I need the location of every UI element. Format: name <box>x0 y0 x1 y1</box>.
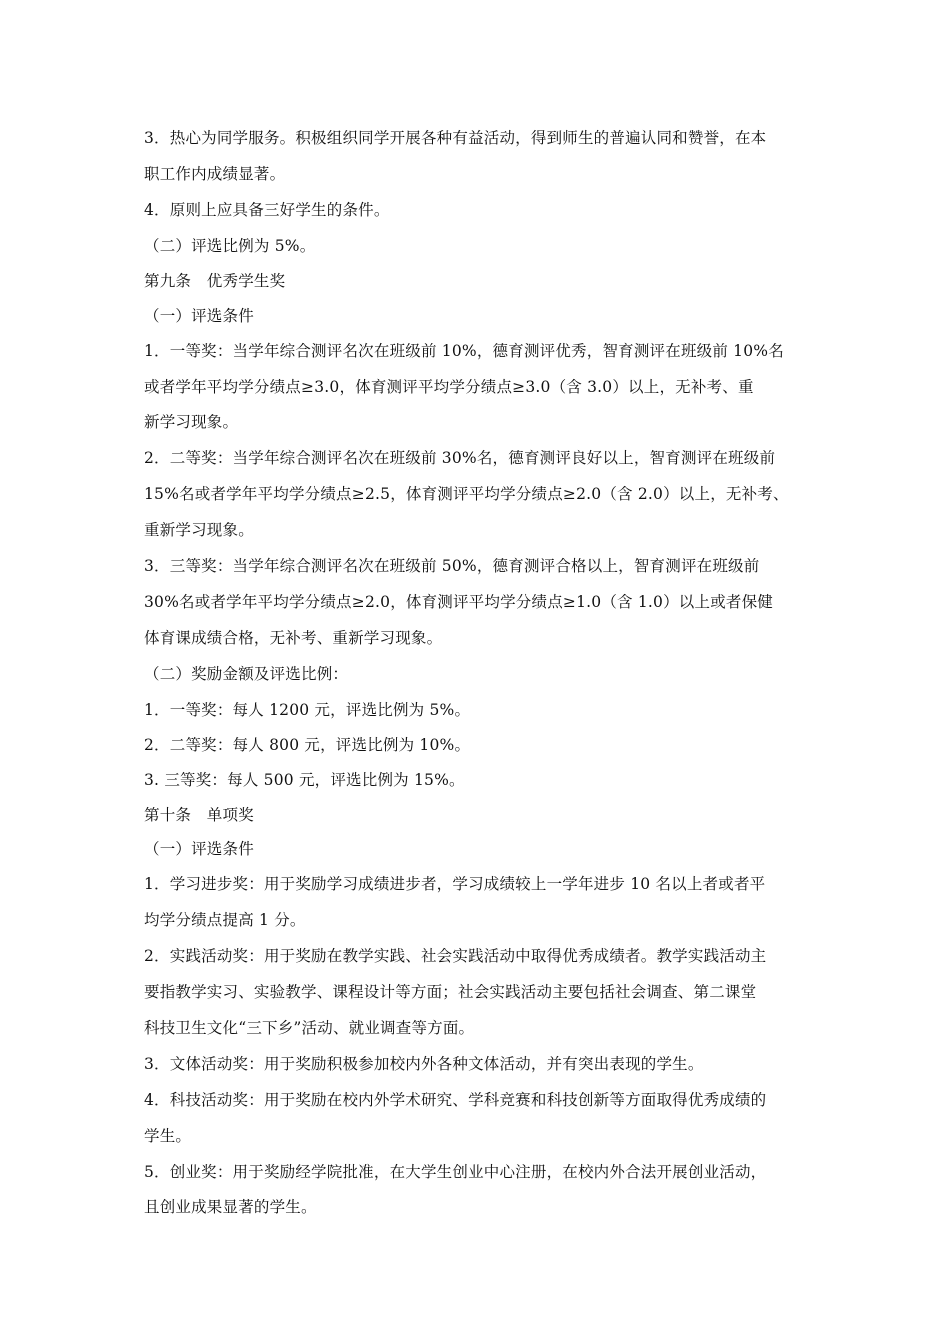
text-line: 15%名或者学年平均学分绩点≥2.5，体育测评平均学分绩点≥2.0（含 2.0）以上，无补考、 <box>144 485 789 503</box>
text-line: 2．实践活动奖：用于奖励在教学实践、社会实践活动中取得优秀成绩者。教学实践活动主 <box>144 947 767 965</box>
text-line: （一）评选条件 <box>144 307 254 325</box>
text-line: 要指教学实习、实验教学、课程设计等方面；社会实践活动主要包括社会调查、第二课堂 <box>144 983 757 1001</box>
text-line: 职工作内成绩显著。 <box>144 165 286 183</box>
text-line: 2．二等奖：当学年综合测评名次在班级前 30%名，德育测评良好以上，智育测评在班级前 <box>144 449 776 467</box>
text-line: 新学习现象。 <box>144 413 239 431</box>
text-line: 3. 三等奖：每人 500 元，评选比例为 15%。 <box>144 771 465 789</box>
section-heading: 第十条 单项奖 <box>144 806 254 824</box>
text-line: 或者学年平均学分绩点≥3.0，体育测评平均学分绩点≥3.0（含 3.0）以上，无补考、重 <box>144 378 754 396</box>
text-line: 1．学习进步奖：用于奖励学习成绩进步者，学习成绩较上一学年进步 10 名以上者或者平 <box>144 875 766 893</box>
text-line: 1．一等奖：当学年综合测评名次在班级前 10%，德育测评优秀，智育测评在班级前 10%名 <box>144 342 784 360</box>
text-line: （二）奖励金额及评选比例： <box>144 665 349 683</box>
text-line: 体育课成绩合格，无补考、重新学习现象。 <box>144 629 443 647</box>
text-line: 且创业成果显著的学生。 <box>144 1198 317 1216</box>
text-line: （二）评选比例为 5%。 <box>144 237 316 255</box>
section-heading: 第九条 优秀学生奖 <box>144 272 286 290</box>
text-line: （一）评选条件 <box>144 840 254 858</box>
text-line: 重新学习现象。 <box>144 521 254 539</box>
text-line: 4．原则上应具备三好学生的条件。 <box>144 201 390 219</box>
text-line: 科技卫生文化“三下乡”活动、就业调查等方面。 <box>144 1019 475 1037</box>
text-line: 均学分绩点提高 1 分。 <box>144 911 306 929</box>
text-line: 学生。 <box>144 1127 192 1145</box>
text-line: 3．热心为同学服务。积极组织同学开展各种有益活动，得到师生的普遍认同和赞誉，在本 <box>144 129 767 147</box>
text-line: 2．二等奖：每人 800 元，评选比例为 10%。 <box>144 736 471 754</box>
text-line: 3．三等奖：当学年综合测评名次在班级前 50%，德育测评合格以上，智育测评在班级前 <box>144 557 760 575</box>
text-line: 5．创业奖：用于奖励经学院批准，在大学生创业中心注册，在校内外合法开展创业活动， <box>144 1163 767 1181</box>
text-line: 4．科技活动奖：用于奖励在校内外学术研究、学科竞赛和科技创新等方面取得优秀成绩的 <box>144 1091 767 1109</box>
text-line: 30%名或者学年平均学分绩点≥2.0，体育测评平均学分绩点≥1.0（含 1.0）以上或者保健 <box>144 593 774 611</box>
text-line: 3．文体活动奖：用于奖励积极参加校内外各种文体活动，并有突出表现的学生。 <box>144 1055 704 1073</box>
text-line: 1．一等奖：每人 1200 元，评选比例为 5%。 <box>144 701 471 719</box>
